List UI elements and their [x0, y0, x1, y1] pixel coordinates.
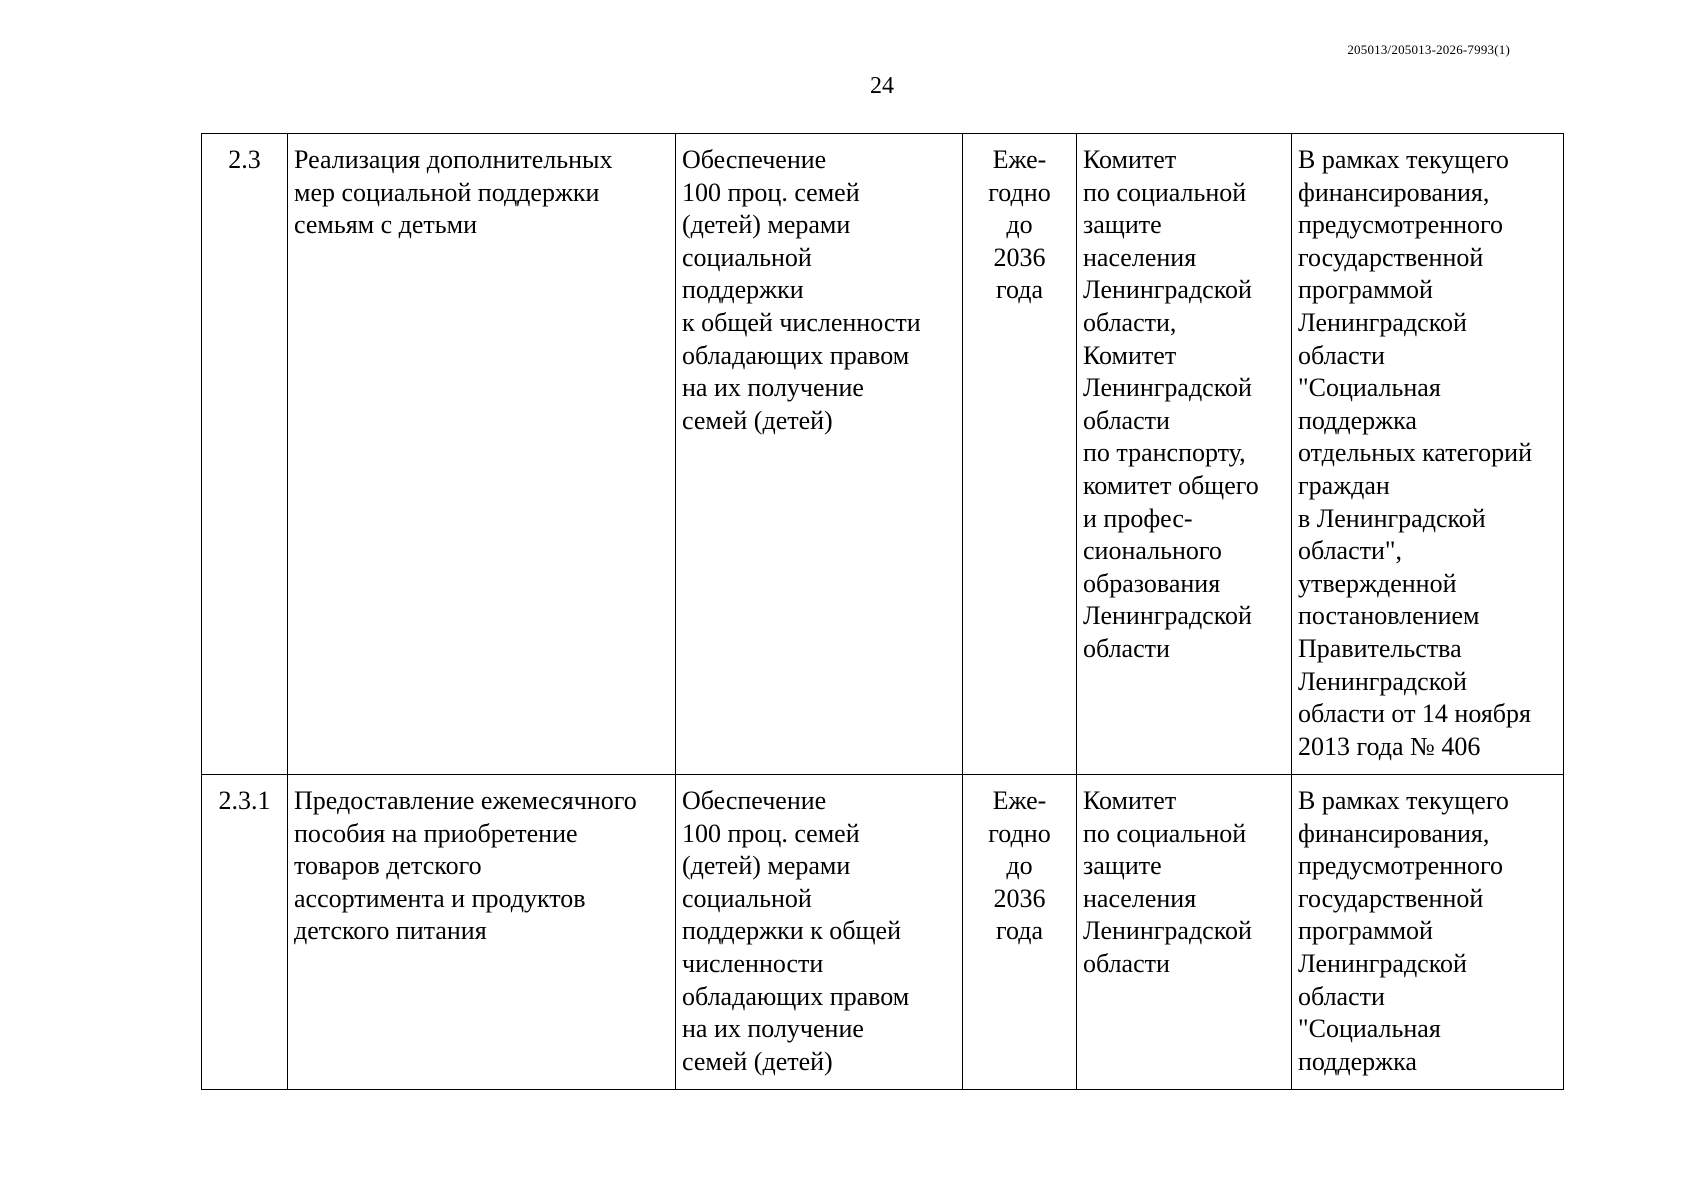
row-number-cell: 2.3.1: [202, 775, 288, 1090]
measure-name-cell: Предоставление ежемесячного пособия на приобретение товаров детского ассортимента и продуктов детского питания: [288, 775, 676, 1090]
document-code: 205013/205013-2026-7993(1): [1347, 42, 1510, 57]
executor-cell: Комитет по социальной защите населения Ленинградской области, Комитет Ленинградской области по транспорту, комитет общего и профес- сионального образования Ленинградской области: [1077, 134, 1292, 775]
expected-result-cell: Обеспечение 100 проц. семей (детей) мерами социальной поддержки к общей численности обладающих правом на их получение семей (детей): [676, 775, 963, 1090]
expected-result-cell: Обеспечение 100 проц. семей (детей) мерами социальной поддержки к общей численности обладающих правом на их получение семей (детей): [676, 134, 963, 775]
page-number: 24: [870, 73, 894, 99]
period-cell: Еже- годно до 2036 года: [963, 775, 1077, 1090]
funding-cell: В рамках текущего финансирования, предусмотренного государственной программой Ленинградской области "Социальная поддержка отдельных категорий граждан в Ленинградской области", утвержденной постановлением Правительства Ленинградской области от 14 ноября 2013 года № 406: [1292, 134, 1564, 775]
measure-name-cell: Реализация дополнительных мер социальной поддержки семьям с детьми: [288, 134, 676, 775]
row-number-cell: 2.3: [202, 134, 288, 775]
table-row: [202, 134, 1564, 775]
executor-cell: Комитет по социальной защите населения Ленинградской области: [1077, 775, 1292, 1090]
period-cell: Еже- годно до 2036 года: [963, 134, 1077, 775]
table-row: [202, 775, 1564, 1090]
funding-cell: В рамках текущего финансирования, предусмотренного государственной программой Ленинградской области "Социальная поддержка: [1292, 775, 1564, 1090]
measures-table: [201, 133, 1564, 1090]
